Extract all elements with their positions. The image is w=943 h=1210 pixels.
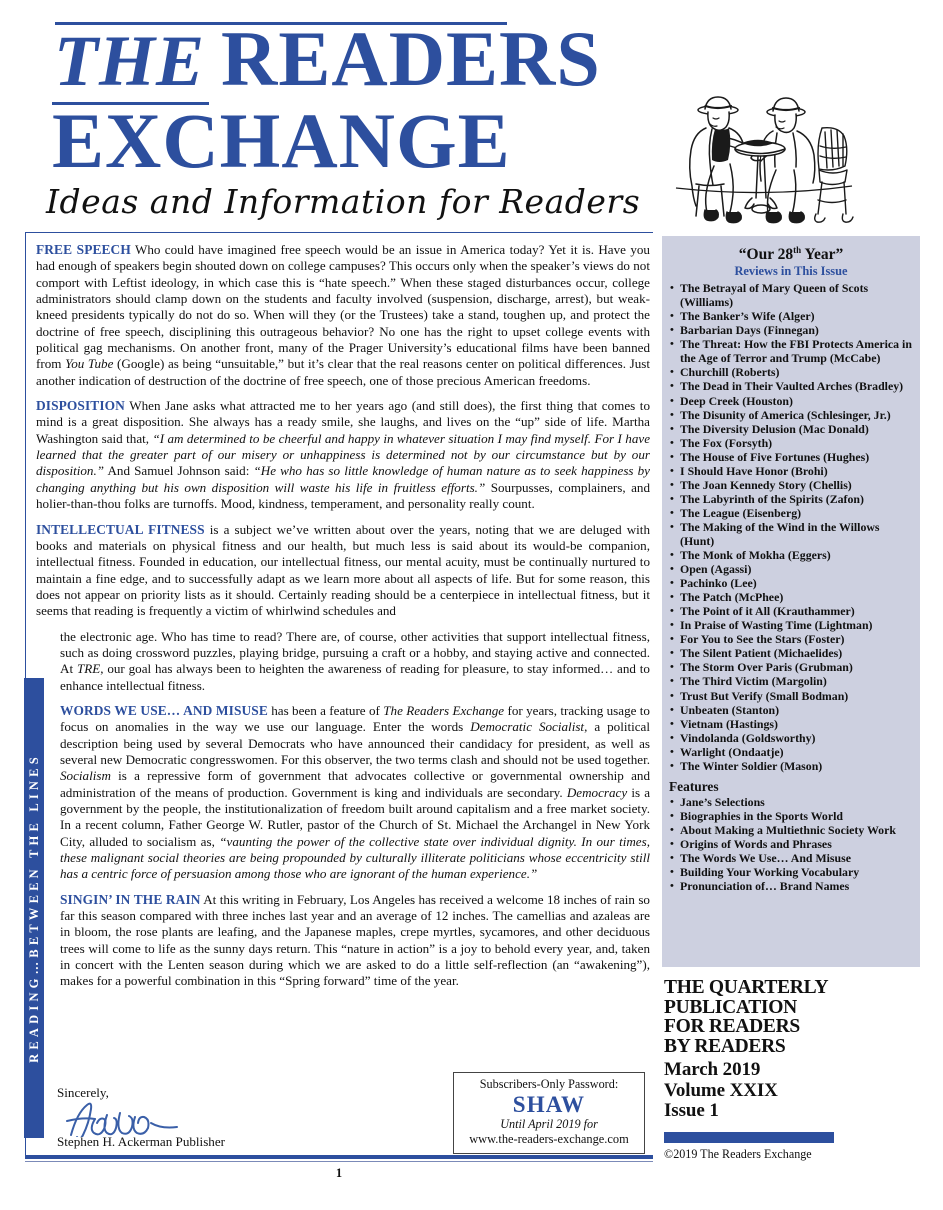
anniversary-ordinal: th — [793, 245, 802, 255]
article-section-intellectual-fitness — [36, 522, 650, 620]
masthead-line-one — [52, 15, 732, 102]
review-list-item: • I Should Have Honor (Brohi) — [669, 464, 914, 478]
two-men-at-cafe-table-illustration — [672, 88, 912, 224]
review-list-item: • Warlight (Ondaatje) — [669, 745, 914, 759]
publication-line-4: BY READERS — [664, 1035, 786, 1057]
review-list-item: • The Labyrinth of the Spirits (Zafon) — [669, 492, 914, 506]
feature-list-item: • Building Your Working Vocabulary — [669, 865, 914, 879]
section-body: At this writing in February, Los Angeles has received a welcome 18 inches of rain so far this season compared with three inches last year and an average of 12 inches. The camellias and azaleas are in bloom, the rose plants are leafing, and the Japanese maples, crepe myrtles, sycamores, and other deciduous trees will come to life as the sunny days return. This “nature in action” is a joy to behold every year, and, taken in concert with the Lenten season during which we are asked to do a little self-reflection (an “awakening”), makes for a powerful combination in this “Spring forward” time of the year. — [60, 891, 650, 989]
review-list-item: • Unbeaten (Stanton) — [669, 703, 914, 717]
password-value: SHAW — [512, 1092, 586, 1117]
publication-line-3: FOR READERS — [664, 1016, 800, 1037]
section-body: When Jane asks what attracted me to her years ago (and still does), the first thing that comes to mind is a great disposition. She always has a ready smile, she laughs, and lives on the “up” side of life. Martha Washington said that, “I am determined to be cheerful and happy in whatever situation I may find myself. For I have learned that the greater part of our misery or unhappiness is determined not by our circumstance but by our disposition.” And Samuel Johnson said: “He who has so little knowledge of human nature as to seek happiness by changing anything but his own disposition will waste his life in fruitless efforts.” Sourpusses, complainers, and holier-than-thou folks are turnoffs. Mood, kindness, temperament, and personality really count. — [36, 398, 651, 512]
feature-list-item: • Jane’s Selections — [669, 795, 914, 809]
review-list-item: • In Praise of Wasting Time (Lightman) — [669, 618, 914, 632]
section-kicker: DISPOSITION — [36, 398, 125, 414]
publisher-name: Stephen H. Ackerman Publisher — [57, 1134, 226, 1149]
publication-info — [664, 978, 924, 1162]
article-section-words-we-use — [36, 703, 650, 883]
feature-list-item: • Pronunciation of… Brand Names — [669, 879, 914, 893]
review-list-item: • Trust But Verify (Small Bodman) — [669, 689, 914, 703]
password-label: Subscribers-Only Password: — [479, 1077, 619, 1091]
publication-line-2: PUBLICATION — [664, 996, 797, 1018]
section-body: Who could have imagined free speech would be an issue in America today? Yet it is. Have you had enough of speakers begin shouted down on college campuses? This occurs only when the speaker’s views do not comport with Leftist ideology, in which case this is “hate speech.” When these staged disturbances occur, college administrators should clamp down on the students and faculty involved (suspension, discharge, arrest), but weak-kneed presidents typically do not do so. When will they (or the Trustees) take a stand, toughen up, and protect the doctrine of free speech, disciplining this outrageous behavior? No one has the right to upset college events with political gag mechanisms. On another front, many of the Prager University’s educational films have been banned from You Tube (Google) as being “unsuitable,” but it’s clear that the real reasons center on political differences. Just another indication of destruction of the doctrine of free speech, one of those precious American freedoms. — [36, 242, 650, 388]
feature-list-item: • Origins of Words and Phrases — [669, 837, 914, 851]
feature-list-item: • The Words We Use… And Misuse — [669, 851, 914, 865]
review-list-item: • For You to See the Stars (Foster) — [669, 632, 914, 646]
review-list-item: • The House of Five Fortunes (Hughes) — [669, 450, 914, 464]
section-kicker: WORDS WE USE… AND MISUSE — [60, 702, 268, 718]
page-number: 1 — [335, 1166, 343, 1180]
masthead-word-the: THE — [52, 20, 209, 105]
publication-issue: Issue 1 — [664, 1100, 719, 1121]
review-list-item: • Vietnam (Hastings) — [669, 717, 914, 731]
features-heading: Features — [669, 778, 719, 794]
review-list-item: • The Joan Kennedy Story (Chellis) — [669, 478, 914, 492]
feature-list-item: • Biographies in the Sports World — [669, 809, 914, 823]
article-section-intellectual-fitness-continued: the electronic age. Who has time to read? There are, of course, other activities that support intellectual fitness, such as doing crossword puzzles, playing bridge, pursuing a craft or a hobby, and staying active and connected. At TRE, our goal has always been to heighten the awareness of reading for pleasure, to stay informed… and to enhance intellectual fitness. — [60, 628, 650, 693]
review-list-item: • The Storm Over Paris (Grubman) — [669, 660, 914, 674]
masthead-word-readers: READERS — [221, 15, 601, 102]
article-section-disposition — [36, 398, 650, 512]
subscribers-password-box — [453, 1072, 645, 1154]
password-expiry: Until April 2019 for — [500, 1117, 598, 1131]
review-list-item: • The Patch (McPhee) — [669, 590, 914, 604]
masthead-tagline: Ideas and Information for Readers — [46, 182, 641, 221]
reviews-list — [662, 281, 920, 773]
review-list-item: • The Third Victim (Margolin) — [669, 674, 914, 688]
section-kicker: SINGIN’ IN THE RAIN — [60, 891, 201, 907]
article-section-singin-in-the-rain — [36, 892, 650, 990]
publication-divider — [664, 1132, 834, 1143]
review-list-item: • The League (Eisenberg) — [669, 506, 914, 520]
review-list-item: • Barbarian Days (Finnegan) — [669, 323, 914, 337]
website-url[interactable]: www.the-readers-exchange.com — [469, 1132, 629, 1146]
footer-rule-thick — [25, 1156, 653, 1159]
review-list-item: • Deep Creek (Houston) — [669, 394, 914, 408]
masthead-word-exchange: EXCHANGE — [52, 97, 511, 184]
publication-date: March 2019 — [664, 1059, 761, 1080]
left-rail-label: READING…BETWEEN THE LINES — [27, 753, 41, 1063]
reviews-sidebar — [662, 236, 920, 967]
publication-volume: Volume XXIX — [664, 1079, 778, 1101]
publication-line-1: THE QUARTERLY — [664, 977, 829, 998]
sidebar-subtitle: Reviews in This Issue — [734, 264, 848, 279]
section-body: has been a feature of The Readers Exchange for years, tracking usage to focus on anomalies in the way we use our language. Enter the words Democratic Socialist, a political description being used by several Democrats who have announced their candidacy for president, as well as several new Democratic congresswomen. For this observer, the two terms clash and should not be used together. Socialism is a repressive form of government that advocates collective or governmental ownership and administration of the means of production. Government is king and individuals are secondary. Democracy is a government by the people, the institutionalization of freedom built around capitalism and a free market society. In a recent column, Father George W. Rutler, pastor of the Church of St. Michael the Archangel in New York City, alluded to socialism as, “vaunting the power of the collective state over individual dignity. In our times, these malignant social theories are being propounded by culturally illiterate politicians whose eccentricity still has a centric force of persuasion among those who are ignorant of the human experience.” — [60, 702, 651, 882]
anniversary-prefix: “Our 28 — [738, 246, 794, 264]
signature-closing: Sincerely, — [57, 1085, 109, 1100]
review-list-item: • The Fox (Forsyth) — [669, 436, 914, 450]
masthead — [0, 0, 943, 232]
article-section-free-speech — [36, 242, 650, 389]
sidebar-anniversary-title — [662, 236, 920, 264]
section-body: is a subject we’ve written about over the years, noting that we are deluged with books and materials on physical fitness and our health, but much less is said about its would-be companion, intellectual fitness. Founded in education, our intellectual fitness, our mental acuity, must be continually nurtured to maintain a fine edge, and to successfully adapt as we learn more about all aspects of life. But for some reason, this does not appear on priority lists as it should. Certainly reading should be a centerpiece in intellectual fitness, but it seems that reading is frequently a victim of whirlwind schedules and — [36, 521, 650, 619]
review-list-item: • The Winter Soldier (Mason) — [669, 759, 914, 773]
review-list-item: • The Monk of Mokha (Eggers) — [669, 548, 914, 562]
review-list-item: • Open (Agassi) — [669, 562, 914, 576]
review-list-item: • The Banker’s Wife (Alger) — [669, 309, 914, 323]
review-list-item: • The Disunity of America (Schlesinger, Jr.) — [669, 408, 914, 422]
review-list-item: • The Dead in Their Vaulted Arches (Bradley) — [669, 379, 914, 393]
review-list-item: • Churchill (Roberts) — [669, 365, 914, 379]
signature-block — [57, 1085, 377, 1149]
review-list-item: • The Betrayal of Mary Queen of Scots (Williams) — [669, 281, 914, 309]
copyright-notice: ©2019 The Readers Exchange — [664, 1146, 812, 1161]
review-list-item: • The Making of the Wind in the Willows (Hunt) — [669, 520, 914, 548]
features-list — [662, 795, 920, 893]
anniversary-suffix: Year” — [801, 246, 844, 264]
section-kicker: FREE SPEECH — [36, 242, 131, 257]
feature-list-item: • About Making a Multiethnic Society Work — [669, 823, 914, 837]
review-list-item: • The Point of it All (Krauthammer) — [669, 604, 914, 618]
footer-rule-thin — [25, 1161, 653, 1162]
handwritten-signature — [65, 1101, 377, 1137]
section-kicker: INTELLECTUAL FITNESS — [36, 521, 205, 537]
review-list-item: • The Threat: How the FBI Protects America in the Age of Terror and Trump (McCabe) — [669, 337, 914, 365]
review-list-item: • Vindolanda (Goldsworthy) — [669, 731, 914, 745]
publisher-letter — [36, 242, 650, 1102]
review-list-item: • The Diversity Delusion (Mac Donald) — [669, 422, 914, 436]
review-list-item: • Pachinko (Lee) — [669, 576, 914, 590]
review-list-item: • The Silent Patient (Michaelides) — [669, 646, 914, 660]
